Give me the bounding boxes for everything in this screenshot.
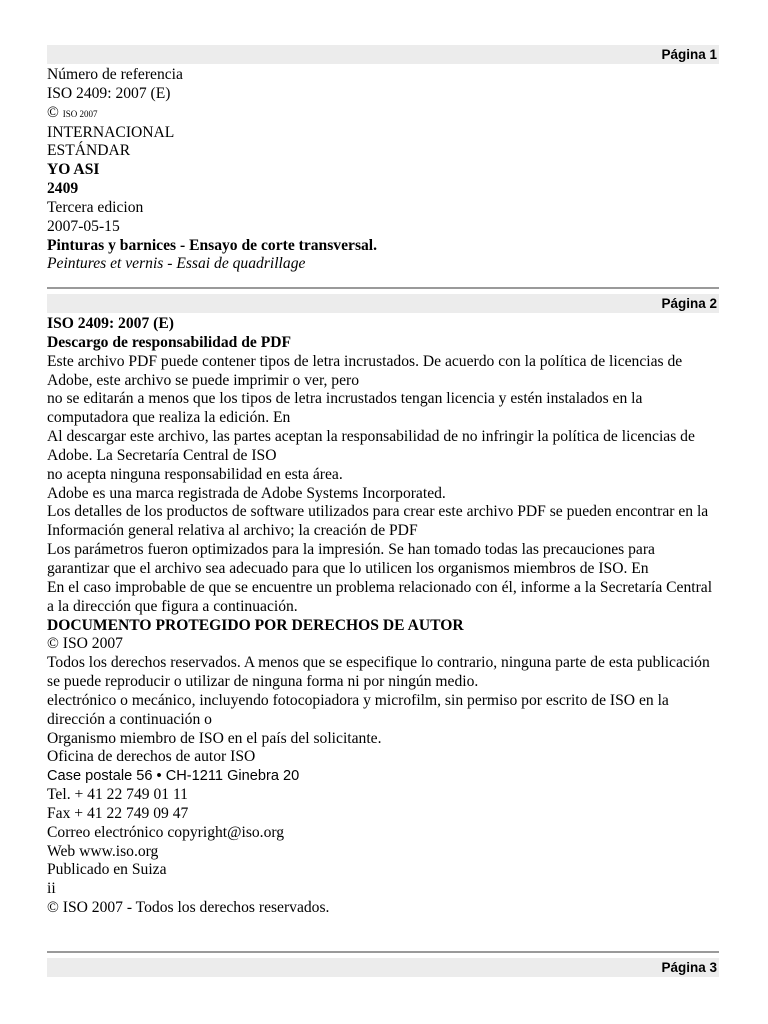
cover-line-number: 2409 bbox=[47, 180, 79, 198]
copyright-symbol: © bbox=[47, 103, 59, 121]
page-2-doc-header: ISO 2409: 2007 (E) bbox=[47, 315, 174, 332]
disclaimer-line-2: no se editarán a menos que los tipos de letra incrustados tengan licencia y estén instalados en la computadora que realiza la edición. En bbox=[47, 390, 643, 427]
reference-label: Número de referencia bbox=[47, 66, 183, 83]
page-divider-1 bbox=[47, 287, 719, 289]
page-1-header bbox=[47, 45, 719, 64]
page-3-header bbox=[47, 958, 719, 977]
copyright-tel: Tel. + 41 22 749 01 11 bbox=[47, 786, 188, 804]
cover-title-fr: Peintures et vernis - Essai de quadrillage bbox=[47, 255, 306, 273]
cover-copyright bbox=[47, 104, 719, 124]
copyright-footer: © ISO 2007 - Todos los derechos reservados. bbox=[47, 899, 330, 917]
copyright-title: DOCUMENTO PROTEGIDO POR DERECHOS DE AUTOR bbox=[47, 616, 464, 634]
copyright-small-text: ISO 2007 bbox=[62, 108, 98, 119]
disclaimer-line-3: Al descargar este archivo, las partes aceptan la responsabilidad de no infringir la política de licencias de Adobe. La Secretaría Central de ISO bbox=[47, 428, 695, 464]
page-2-header bbox=[47, 294, 719, 313]
cover-line-internacional: INTERNACIONAL bbox=[47, 123, 175, 141]
copyright-line-3: electrónico o mecánico, incluyendo fotocopiadora y microfilm, sin permiso por escrito de ISO en la dirección a continuación o bbox=[47, 691, 669, 728]
copyright-address: Case postale 56 • CH-1211 Ginebra 20 bbox=[47, 768, 300, 785]
copyright-line-1: © ISO 2007 bbox=[47, 635, 123, 653]
disclaimer-line-5: Adobe es una marca registrada de Adobe Systems Incorporated. bbox=[47, 484, 446, 502]
copyright-email: Correo electrónico copyright@iso.org bbox=[47, 823, 285, 841]
disclaimer-line-6: Los detalles de los productos de software utilizados para crear este archivo PDF se pueden encontrar en la Información general relativa al archivo; la creación de PDF bbox=[47, 503, 709, 540]
cover-line-estandar: ESTÁNDAR bbox=[47, 142, 131, 160]
page-divider-2 bbox=[47, 951, 719, 953]
disclaimer-line-8: En el caso improbable de que se encuentre un problema relacionado con él, informe a la Secretaría Central a la dirección que figura a continuación. bbox=[47, 578, 713, 615]
page-number-roman: ii bbox=[47, 880, 56, 898]
copyright-fax: Fax + 41 22 749 09 47 bbox=[47, 804, 189, 822]
page-3-label: Página 3 bbox=[661, 960, 717, 975]
cover-block bbox=[47, 66, 719, 274]
copyright-web: Web www.iso.org bbox=[47, 842, 159, 860]
disclaimer-title: Descargo de responsabilidad de PDF bbox=[47, 333, 292, 351]
page-1-label: Página 1 bbox=[661, 47, 717, 62]
copyright-published: Publicado en Suiza bbox=[47, 861, 167, 879]
cover-line-yo-asi: YO ASI bbox=[47, 161, 100, 179]
disclaimer-line-4: no acepta ninguna responsabilidad en esta área. bbox=[47, 465, 343, 483]
cover-edition: Tercera edicion bbox=[47, 198, 144, 216]
cover-title-es: Pinturas y barnices - Ensayo de corte transversal. bbox=[47, 236, 378, 254]
copyright-line-2: Todos los derechos reservados. A menos que se especifique lo contrario, ninguna parte de esta publicación se puede reproducir o utilizar de ninguna forma ni por ningún medio. bbox=[47, 654, 710, 691]
disclaimer-line-7: Los parámetros fueron optimizados para la impresión. Se han tomado todas las precauciones para garantizar que el archivo sea adecuado para que lo utilicen los organismos miembros de ISO. En bbox=[47, 541, 655, 577]
reference-number: ISO 2409: 2007 (E) bbox=[47, 84, 171, 102]
disclaimer-line-1: Este archivo PDF puede contener tipos de letra incrustados. De acuerdo con la política de licencias de Adobe, este archivo se puede imprimir o ver, pero bbox=[47, 352, 683, 389]
copyright-line-4: Organismo miembro de ISO en el país del solicitante. bbox=[47, 729, 382, 747]
page-2-label: Página 2 bbox=[661, 296, 717, 311]
copyright-line-5: Oficina de derechos de autor ISO bbox=[47, 748, 256, 766]
cover-date: 2007-05-15 bbox=[47, 217, 120, 235]
page-2-block bbox=[47, 315, 719, 918]
